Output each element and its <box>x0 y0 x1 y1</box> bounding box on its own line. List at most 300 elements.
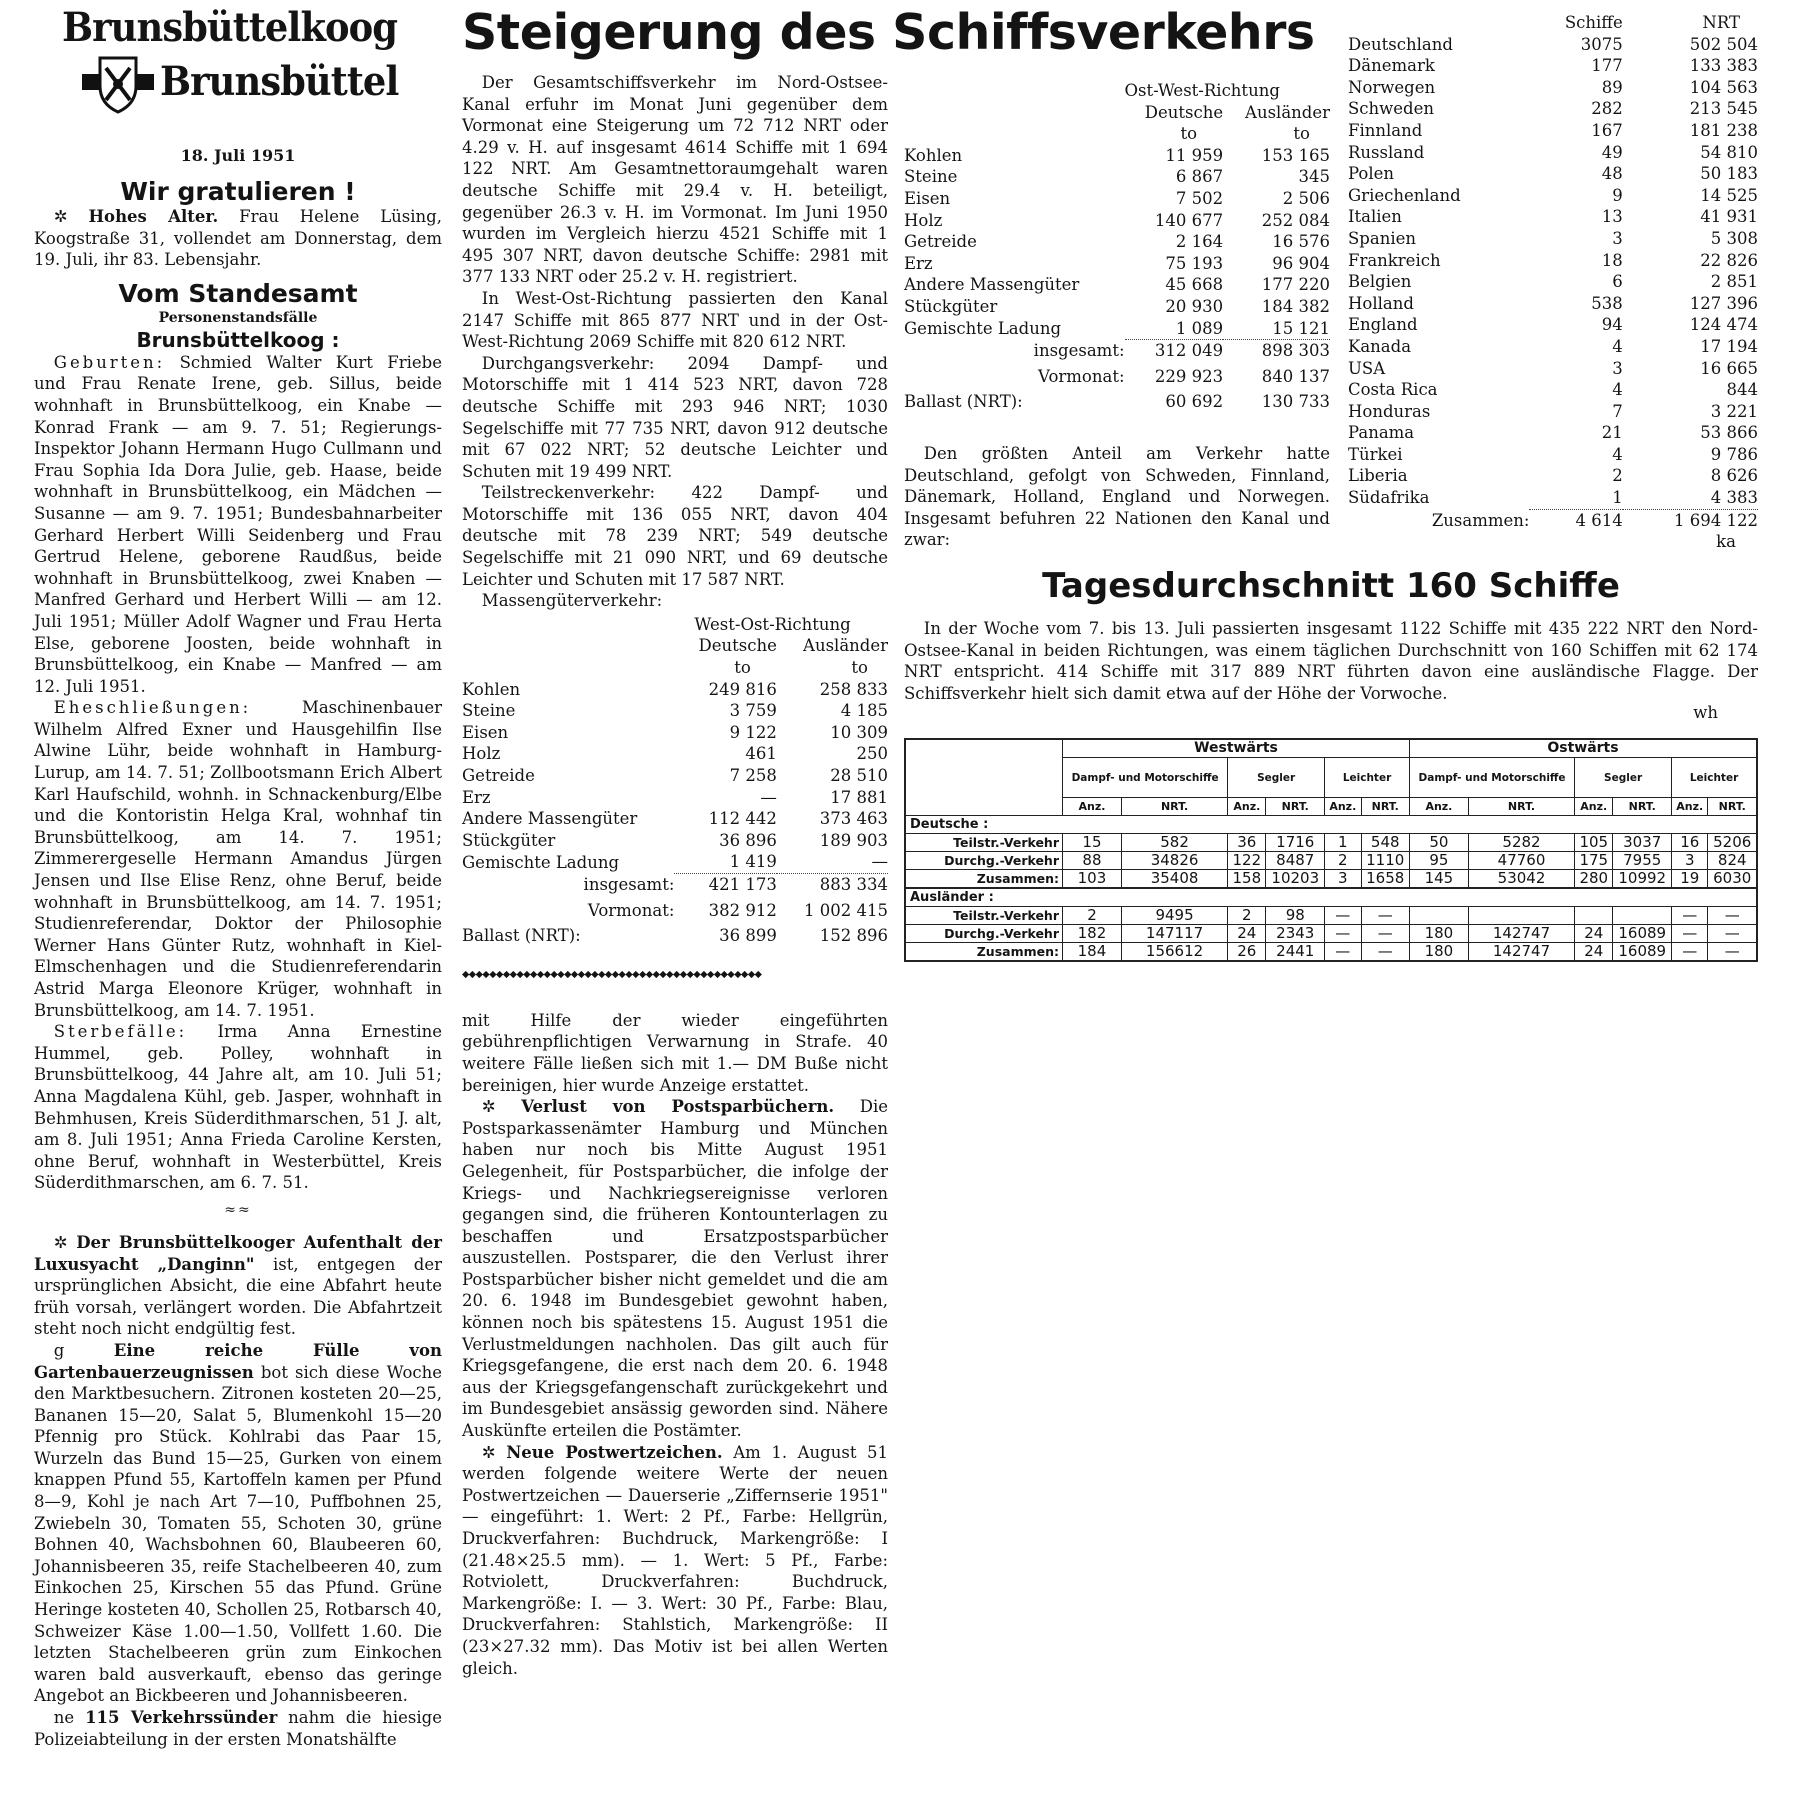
grid-cell: — <box>1672 943 1708 962</box>
grid-cell: 36 <box>1228 834 1266 852</box>
grid-label: Teilstr.-Verkehr <box>905 834 1063 852</box>
wo-label: Kohlen <box>462 679 521 699</box>
wo-value: 7 258 <box>729 766 777 785</box>
text-postwert: Am 1. August 51 werden folgende weitere Werte der neuen Postwertzeichen — Dauerserie „Ziffernserie 1951" — eingeführt: 1. Wert: 2 Pf., Farbe: Hellgrün, Druckverfahren: Buchdruck, Markengröße: I (21.48×25.5 mm). — 1. Wert: 5 Pf., Farbe: Rotviolett, Druckverfahren: Buchdruck, Markengröße: I. — 3. Wert: 30 Pf., Farbe: Blau, Druckverfahren: Stahlstich, Markengröße: II (23×27.32 mm). Das Motiv ist bei allen Werten gleich. <box>462 1442 888 1678</box>
ost-west-block <box>904 80 1330 551</box>
wo-prev-de: 382 912 <box>708 900 777 920</box>
wo-prev-label: Vormonat: <box>587 900 675 920</box>
nation-value: 2 <box>1612 466 1623 486</box>
grid-cell: 1110 <box>1361 852 1409 870</box>
grid-cell: 7955 <box>1613 852 1672 870</box>
grid-cell: 582 <box>1121 834 1227 852</box>
masthead-line1: Brunsbüttelkoog <box>62 4 398 51</box>
ow-ballast-aus: 130 733 <box>1261 392 1330 412</box>
ow-prev-label: Vormonat: <box>1038 366 1125 386</box>
nation-value: 213 545 <box>1689 99 1758 119</box>
wo-label: Erz <box>462 787 491 807</box>
wo-value: 28 510 <box>830 766 888 785</box>
main-headline: Steigerung des Schiffsverkehrs <box>462 4 1315 61</box>
ow-row <box>904 166 1330 188</box>
grid-cell: 105 <box>1575 834 1613 852</box>
text-sterbe: Irma Anna Ernestine Hummel, geb. Polley, wohnhaft in Brunsbüttelkoog, 44 Jahre alt, am 10. Juli 51; Anna Magdalena Kühl, geb. Jasper, wohnhaft in Behmhusen, Kreis Süderdithmarschen, 51 J. alt, am 8. Juli 1951; Anna Frieda Caroline Kersten, ohne Beruf, wohnhaft in Westerbüttel, Kreis Süderdithmarschen, am 6. 7. 51. <box>34 1022 442 1193</box>
nation-value: 3075 <box>1580 34 1623 54</box>
grid-o-leichter: Leichter <box>1672 758 1757 798</box>
wo-unit2: to <box>851 658 868 678</box>
grid-cell: 180 <box>1409 943 1468 962</box>
grid-corner <box>905 739 1063 816</box>
article-sterbe <box>34 1021 442 1194</box>
ow-value: 15 121 <box>1272 318 1330 338</box>
nation-label: Finnland <box>1348 120 1423 140</box>
wo-value: 112 442 <box>708 809 777 829</box>
ow-label: Erz <box>904 253 933 273</box>
wo-row <box>462 787 888 809</box>
ow-label: Stückgüter <box>904 296 998 316</box>
grid-cell: 158 <box>1228 870 1266 889</box>
wo-title: West-Ost-Richtung <box>694 614 851 634</box>
nation-row <box>1348 379 1758 401</box>
nation-row <box>1348 465 1758 487</box>
grid-cell: 26 <box>1228 943 1266 962</box>
wo-value: 258 833 <box>819 679 888 699</box>
wo-ballast-aus: 152 896 <box>819 926 888 946</box>
grid-cell: 3 <box>1672 852 1708 870</box>
author-sign-ka: ka <box>1716 532 1736 552</box>
ow-total-aus: 898 303 <box>1261 341 1330 361</box>
grid-cell: 3 <box>1325 870 1361 889</box>
grid-cell: 24 <box>1575 943 1613 962</box>
nation-row <box>1348 271 1758 293</box>
grid-sec-deutsche: Deutsche : <box>905 816 1757 834</box>
nation-label: Costa Rica <box>1348 380 1438 400</box>
ow-col2: Ausländer <box>1245 102 1330 122</box>
nation-value: 6 <box>1612 272 1623 292</box>
grid-cell: 88 <box>1063 852 1122 870</box>
wo-value: 17 881 <box>830 787 888 807</box>
grid-w-leichter: Leichter <box>1325 758 1410 798</box>
grid-head-anz: Anz. <box>1409 798 1468 816</box>
subheading-place: Brunsbüttelkoog : <box>136 327 340 352</box>
wo-label: Getreide <box>462 766 535 785</box>
grid-cell: 2 <box>1325 852 1361 870</box>
para-richtung: In West-Ost-Richtung passierten den Kanal 2147 Schiffe mit 865 877 NRT und in der Ost-West-Richtung 2069 Schiffe mit 820 612 NRT. <box>462 288 888 352</box>
grid-sec-auslaender: Ausländer : <box>905 888 1757 907</box>
nation-row <box>1348 55 1758 77</box>
ow-title: Ost-West-Richtung <box>1124 81 1280 100</box>
nation-value: 3 221 <box>1710 401 1758 421</box>
wo-row <box>462 700 888 722</box>
text-hohes-alter: Frau Helene Lüsing, Koogstraße 31, vollendet am Donnerstag, dem 19. Juli, ihr 83. Lebensjahr. <box>34 207 442 270</box>
wo-value: 250 <box>856 744 888 764</box>
nation-label: Spanien <box>1348 228 1416 248</box>
ow-rows <box>904 145 1330 340</box>
ow-label: Gemischte Ladung <box>904 318 1062 338</box>
nation-row <box>1348 336 1758 358</box>
lead-hohes-alter: Hohes Alter. <box>88 207 219 226</box>
lead-postspar: Verlust von Postsparbüchern. <box>521 1097 835 1117</box>
grid-label: Teilstr.-Verkehr <box>905 907 1063 925</box>
lead-postwert: Neue Postwertzeichen. <box>506 1442 723 1462</box>
nation-value: 50 183 <box>1700 164 1758 184</box>
coat-of-arms-icon <box>82 56 154 114</box>
grid-cell: 5282 <box>1468 834 1574 852</box>
nation-value: 4 <box>1612 444 1623 464</box>
nation-row <box>1348 422 1758 444</box>
article-verkehr <box>34 1707 442 1750</box>
ow-value: 7 502 <box>1175 188 1224 208</box>
wo-value: 9 122 <box>729 722 777 742</box>
grid-head-nrt: NRT. <box>1121 798 1227 816</box>
para-anteil: Den größten Anteil am Verkehr hatte Deutschland, gefolgt von Schweden, Finnland, Dänemark, Holland, England und Norwegen. Insgesamt befuhren 22 Nationen den Kanal und zwar: <box>904 443 1330 550</box>
ow-total-label: insgesamt: <box>1033 341 1125 361</box>
ow-row <box>904 210 1330 232</box>
wo-total-aus: 883 334 <box>819 874 888 894</box>
para-durchgang: Durchgangsverkehr: 2094 Dampf- und Motorschiffe mit 1 414 523 NRT, davon 728 deutsche Schiffe mit 293 946 NRT; 1030 Segelschiffe mit 77 735 NRT, davon 912 deutsche mit 67 022 NRT; 52 deutsche Leichter und Schuten mit 19 499 NRT. <box>462 353 888 481</box>
nation-row <box>1348 250 1758 272</box>
nation-value: 5 308 <box>1710 228 1758 248</box>
article-yacht: ✲ Der Brunsbüttelkooger Aufenthalt der Luxusyacht „Danginn" ist, entgegen der ursprünglichen Absicht, die eine Abfahrt heute früh vorsah, verlängert worden. Die Abfahrtzeit steht noch nicht endgültig fest. <box>34 1232 442 1339</box>
grid-head-anz: Anz. <box>1325 798 1361 816</box>
grid-cell: 34826 <box>1121 852 1227 870</box>
wo-total-label: insgesamt: <box>583 874 675 894</box>
ow-value: 96 904 <box>1272 253 1330 273</box>
nation-row <box>1348 293 1758 315</box>
nations-block <box>1348 12 1758 553</box>
grid-o-dampf: Dampf- und Motorschiffe <box>1409 758 1574 798</box>
grid-cell: 142747 <box>1468 943 1574 962</box>
grid-cell: 53042 <box>1468 870 1574 889</box>
wo-total-de: 421 173 <box>708 874 777 894</box>
grid-cell: 16089 <box>1613 925 1672 943</box>
nation-value: 94 <box>1601 315 1623 335</box>
nation-value: 54 810 <box>1700 142 1758 162</box>
ow-label: Holz <box>904 210 943 230</box>
table-west-ost <box>462 614 888 947</box>
wo-col1: Deutsche <box>698 636 777 656</box>
wo-row <box>462 679 888 701</box>
nation-label: USA <box>1348 358 1386 378</box>
article-postwert: ✲ Neue Postwertzeichen. Am 1. August 51 werden folgende weitere Werte der neuen Postwertzeichen — Dauerserie „Ziffernserie 1951" — eingeführt: 1. Wert: 2 Pf., Farbe: Hellgrün, Druckverfahren: Buchdruck, Markengröße: I (21.48×25.5 mm). — 1. Wert: 5 Pf., Farbe: Rotviolett, Druckverfahren: Buchdruck, Markengröße: I. — 3. Wert: 30 Pf., Farbe: Blau, Druckverfahren: Stahlstich, Markengröße: II (23×27.32 mm). Das Motiv ist bei allen Werten gleich. <box>462 1442 888 1678</box>
grid-label: Durchg.-Verkehr <box>905 852 1063 870</box>
nation-row <box>1348 163 1758 185</box>
grid-cell: 98 <box>1266 907 1325 925</box>
nation-label: Türkei <box>1348 444 1403 464</box>
wo-row <box>462 722 888 744</box>
wo-rows <box>462 679 888 874</box>
grid-cell: 824 <box>1708 852 1757 870</box>
nations-total-label: Zusammen: <box>1431 510 1530 530</box>
nation-value: 4 <box>1612 336 1623 356</box>
text-verkehr: nahm die hiesige Polizeiabteilung in der ersten Monatshälfte <box>34 1708 442 1749</box>
table-ost-west <box>904 80 1330 413</box>
para-teilstrecke: Teilstreckenverkehr: 422 Dampf- und Motorschiffe mit 136 055 NRT, davon 404 deutsche mit 78 239 NRT; 549 deutsche Segelschiffe mit 21 090 NRT, und 69 deutsche Leichter und Schuten mit 17 587 NRT. <box>462 483 888 589</box>
grid-label: Zusammen: <box>905 870 1063 889</box>
grid-head-anz: Anz. <box>1575 798 1613 816</box>
nation-value: 104 563 <box>1689 77 1758 97</box>
ow-value: 345 <box>1298 167 1330 187</box>
grid-cell: 156612 <box>1121 943 1227 962</box>
nation-label: Panama <box>1348 423 1415 443</box>
ow-value: 2 506 <box>1282 188 1330 208</box>
grid-cell: 2343 <box>1266 925 1325 943</box>
article-ehe <box>34 697 442 1021</box>
nation-label: Schweden <box>1348 99 1435 119</box>
nation-value: 13 <box>1601 207 1623 227</box>
grid-cell: — <box>1672 907 1708 925</box>
para-gesamtverkehr: Der Gesamtschiffsverkehr im Nord-Ostsee-Kanal erfuhr im Monat Juni gegenüber dem Vormonat eine Steigerung um 72 712 NRT oder 4.29 v. H. auf insgesamt 4614 Schiffe mit 1 694 122 NRT. Am Gesamtnettoraumgehalt waren deutsche Schiffe mit 29.4 v. H. beteiligt, gegenüber 26.3 v. H. im Vormonat. Im Juni 1950 wurden im Vergleich hierzu 4521 Schiffe mit 1 495 307 NRT, davon deutsche Schiffe: 2981 mit 377 133 NRT oder 25.2 v. H. registriert. <box>462 73 888 287</box>
masthead-line2: Brunsbüttel <box>160 58 399 105</box>
grid-cell: 142747 <box>1468 925 1574 943</box>
grid-cell: — <box>1708 907 1757 925</box>
ow-value: 252 084 <box>1261 210 1330 230</box>
grid-cell: 10203 <box>1266 870 1325 889</box>
grid-cell: 95 <box>1409 852 1468 870</box>
nation-value: 133 383 <box>1689 56 1758 76</box>
grid-cell: — <box>1361 943 1409 962</box>
nation-value: 2 851 <box>1710 272 1758 292</box>
nation-value: 89 <box>1601 77 1623 97</box>
wo-value: 3 759 <box>729 701 777 721</box>
grid-cell: — <box>1325 925 1361 943</box>
nation-value: 538 <box>1591 293 1623 313</box>
wo-label: Stückgüter <box>462 830 556 850</box>
ow-value: 184 382 <box>1261 296 1330 316</box>
nation-value: 4 <box>1612 380 1623 400</box>
wo-row <box>462 830 888 852</box>
grid-head-nrt: NRT. <box>1613 798 1672 816</box>
wo-prev-aus: 1 002 415 <box>804 900 888 920</box>
text-ehe: Maschinenbauer Wilhelm Alfred Exner und Hausgehilfin Ilse Alwine Lühr, beide wohnhaft in Hamburg-Lurup, am 14. 7. 51; Zollbootsmann Erich Albert Karl Haufschild, wohnh. in Schnackenburg/Elbe und die Kontoristin Helga Kral, wohnhaf tin Brunsbüttelkoog, am 14. 7. 1951; Zimmerergeselle Hermann Amandus Jürgen Jensen und Ilse Elise Renz, ohne Beruf, beide wohnhaft in Brunsbüttelkoog, am 14. 7. 1951; Studienreferendar, Doktor der Philosophie Werner Hans Günter Rutz, wohnhaft in Kiel-Elmschenhagen und die Studienreferendarin Astrid Marga Eleonore Krüger, wohnhaft in Brunsbüttelkoog, am 14. 7. 1951. <box>34 698 442 1020</box>
para-verwarnung: mit Hilfe der wieder eingeführten gebührenpflichtigen Verwarnung in Strafe. 40 weitere Fälle ließen sich mit 1.— DM Buße nicht bereinigen, hier wurde Anzeige erstattet. <box>462 1010 888 1095</box>
wo-label: Holz <box>462 744 501 764</box>
wo-unit1: to <box>734 658 751 678</box>
nation-row <box>1348 98 1758 120</box>
wo-label: Gemischte Ladung <box>462 852 620 872</box>
grid-row-d-teil <box>905 834 1757 852</box>
nations-rows <box>1348 34 1758 510</box>
grid-cell: 1658 <box>1361 870 1409 889</box>
wo-row <box>462 765 888 787</box>
nations-total-ships: 4 614 <box>1575 510 1623 530</box>
text-geburten: Schmied Walter Kurt Friebe und Frau Renate Irene, geb. Sillus, beide wohnhaft in Brunsbüttelkoog, ein Knabe — Konrad Frank — am 9. 7. 51; Regierungs-Inspektor Johann Hermann Hugo Cullmann und Frau Sophia Ida Dora Julie, geb. Haase, beide wohnhaft in Brunsbüttelkoog, ein Mädchen — Susanne — am 9. 7. 1951; Bundesbahnarbeiter Gerhard Herbert Willi Seidenberg und Frau Gertrud Helene, geborene Raudßus, beide wohnhaft in Brunsbüttelkoog, zwei Knaben — Manfred Gerhard und Herbert Willi — am 12. Juli 1951; Müller Adolf Wagner und Frau Herta Else, geborene Joosten, beide wohnhaft in Brunsbüttelkoog, ein Knabe — Manfred — am 12. Juli 1951. <box>34 352 442 696</box>
label-sterbe: Sterbefälle: <box>53 1022 188 1042</box>
article-postspar: ✲ Verlust von Postsparbüchern. Die Postsparkassenämter Hamburg und München haben nur noch bis Mitte August 1951 Gelegenheit, für Postsparbücher, die infolge der Kriegs- und Nachkriegsereignisse verloren gegangen sind, die früheren Kontounterlagen zu beschaffen und Ersatzpostsparbücher auszustellen. Postsparer, die den Verlust ihrer Postsparbücher bisher nicht gemeldet und die am 20. 6. 1948 im Bundesgebiet gewohnt haben, können noch bis spätestens 15. August 1951 die Verlustmeldungen nachholen. Das gilt auch für Kriegsgefangene, die erst nach dem 20. 6. 1948 aus der Kriegsgefangenschaft zurückgekehrt und im Bundesgebiet ansässig geworden sind. Nähere Auskünfte erteilen die Postämter. <box>462 1097 888 1441</box>
grid-cell: 175 <box>1575 852 1613 870</box>
nation-row <box>1348 314 1758 336</box>
wo-value: 249 816 <box>708 679 777 699</box>
grid-cell: 6030 <box>1708 870 1757 889</box>
nation-value: 49 <box>1601 142 1623 162</box>
grid-row-a-teil <box>905 907 1757 925</box>
grid-cell: 3037 <box>1613 834 1672 852</box>
wo-value: 4 185 <box>840 701 888 721</box>
nation-label: Liberia <box>1348 466 1408 486</box>
ow-row <box>904 188 1330 210</box>
grid-cell <box>1409 907 1468 925</box>
nation-label: Dänemark <box>1348 56 1435 76</box>
ow-value: 153 165 <box>1261 145 1330 165</box>
grid-cell: 548 <box>1361 834 1409 852</box>
ow-ballast-de: 60 692 <box>1165 392 1224 412</box>
ow-label: Andere Massengüter <box>904 275 1080 295</box>
nation-label: Norwegen <box>1348 77 1436 97</box>
ow-ballast-label: Ballast (NRT): <box>904 392 1023 412</box>
prefix-verkehr: ne <box>53 1708 75 1727</box>
grid-head-anz: Anz. <box>1672 798 1708 816</box>
nation-value: 4 383 <box>1710 488 1758 508</box>
subheading-personen: Personenstandsfälle <box>158 309 318 326</box>
text-postspar: Die Postsparkassenämter Hamburg und München haben nur noch bis Mitte August 1951 Gelegenheit, für Postsparbücher, die infolge der Kriegs- und Nachkriegsereignisse verloren gegangen sind, die früheren Kontounterlagen zu beschaffen und Ersatzpostsparbücher auszustellen. Postsparer, die den Verlust ihrer Postsparbücher bisher nicht gemeldet und die am 20. 6. 1948 im Bundesgebiet gewohnt haben, können noch bis spätestens 15. August 1951 die Verlustmeldungen nachholen. Das gilt auch für Kriegsgefangene, die erst nach dem 20. 6. 1948 aus der Kriegsgefangenschaft zurückgekehrt und im Bundesgebiet ansässig geworden sind. Nähere Auskünfte erteilen die Postämter. <box>462 1097 888 1441</box>
grid-cell: 182 <box>1063 925 1122 943</box>
grid-o-segler: Segler <box>1575 758 1672 798</box>
middle-column <box>462 72 888 1679</box>
nation-value: 282 <box>1591 99 1623 119</box>
nation-label: Russland <box>1348 142 1425 162</box>
grid-cell: 15 <box>1063 834 1122 852</box>
nation-label: Holland <box>1348 293 1414 313</box>
grid-cell: — <box>1361 907 1409 925</box>
nation-value: 1 <box>1612 488 1623 508</box>
grid-cell: 2 <box>1228 907 1266 925</box>
nation-value: 3 <box>1612 358 1623 378</box>
grid-cell: 24 <box>1575 925 1613 943</box>
nation-row <box>1348 401 1758 423</box>
separator: ≈≈ <box>224 1201 252 1218</box>
ow-row <box>904 253 1330 275</box>
ow-label: Getreide <box>904 232 977 252</box>
grid-cell <box>1468 907 1574 925</box>
nation-row <box>1348 358 1758 380</box>
grid-cell: 184 <box>1063 943 1122 962</box>
wo-col2: Ausländer <box>803 636 888 656</box>
nation-label: Südafrika <box>1348 488 1430 508</box>
grid-head-nrt: NRT. <box>1468 798 1574 816</box>
nation-label: Griechenland <box>1348 185 1461 205</box>
nation-label: Frankreich <box>1348 250 1441 270</box>
nation-value: 502 504 <box>1689 34 1758 54</box>
wo-value: 189 903 <box>819 830 888 850</box>
ornament-divider: ◆◆◆◆◆◆◆◆◆◆◆◆◆◆◆◆◆◆◆◆◆◆◆◆◆◆◆◆◆◆◆◆◆◆◆◆◆◆◆◆◆◆◆◆ <box>462 968 762 980</box>
ow-row <box>904 231 1330 253</box>
mass-title: Massengüterverkehr: <box>481 591 663 611</box>
heading-gratulieren: Wir gratulieren ! <box>120 177 356 206</box>
grid-cell: 35408 <box>1121 870 1227 889</box>
nation-value: 53 866 <box>1700 423 1758 443</box>
ow-unit2: to <box>1293 124 1310 144</box>
ow-row <box>904 274 1330 296</box>
nation-value: 844 <box>1726 380 1758 400</box>
ow-value: 11 959 <box>1165 145 1224 165</box>
nation-value: 9 <box>1612 185 1623 205</box>
lead-verkehr: 115 Verkehrssünder <box>85 1708 278 1727</box>
nation-label: Kanada <box>1348 336 1412 356</box>
grid-row-a-zus <box>905 943 1757 962</box>
wo-value: — <box>871 852 888 872</box>
grid-head-nrt: NRT. <box>1266 798 1325 816</box>
grid-label: Durchg.-Verkehr <box>905 925 1063 943</box>
grid-cell: 5206 <box>1708 834 1757 852</box>
wo-row <box>462 808 888 830</box>
wo-value: 461 <box>745 744 777 764</box>
wo-value: 36 896 <box>719 830 777 850</box>
grid-head-anz: Anz. <box>1063 798 1122 816</box>
nation-value: 18 <box>1601 250 1623 270</box>
nations-col1: Schiffe <box>1564 13 1623 32</box>
grid-w-dampf: Dampf- und Motorschiffe <box>1063 758 1228 798</box>
nation-value: 177 <box>1591 56 1623 76</box>
ow-value: 6 867 <box>1175 167 1224 187</box>
nation-value: 17 194 <box>1700 336 1758 356</box>
left-column <box>34 0 442 1750</box>
nation-row <box>1348 487 1758 509</box>
nation-row <box>1348 185 1758 207</box>
article-geburten <box>34 352 442 698</box>
ow-prev-aus: 840 137 <box>1261 366 1330 386</box>
nation-value: 3 <box>1612 228 1623 248</box>
nation-row <box>1348 444 1758 466</box>
nation-value: 48 <box>1601 164 1623 184</box>
ow-value: 45 668 <box>1165 275 1224 295</box>
ow-value: 1 089 <box>1175 318 1224 338</box>
grid-head-nrt: NRT. <box>1708 798 1757 816</box>
wo-value: 373 463 <box>819 809 888 829</box>
grid-cell: 103 <box>1063 870 1122 889</box>
grid-cell <box>1613 907 1672 925</box>
prefix-garten: g <box>53 1340 65 1360</box>
nation-row <box>1348 142 1758 164</box>
nation-label: Italien <box>1348 207 1402 227</box>
nation-value: 167 <box>1591 120 1623 140</box>
nation-label: Honduras <box>1348 401 1431 421</box>
ow-label: Steine <box>904 167 958 187</box>
text-yacht: ist, entgegen der ursprünglichen Absicht, die eine Abfahrt heute früh vorsah, verlängert worden. Die Abfahrtzeit steht noch nicht endgültig fest. <box>34 1254 442 1339</box>
wo-value: 10 309 <box>830 722 888 742</box>
nation-value: 181 238 <box>1689 120 1758 140</box>
masthead <box>34 0 442 118</box>
ow-value: 2 164 <box>1175 232 1224 252</box>
grid-cell: — <box>1708 925 1757 943</box>
ow-label: Eisen <box>904 188 951 208</box>
grid-head-anz: Anz. <box>1228 798 1266 816</box>
wo-value: — <box>760 787 777 807</box>
lead-yacht: Der Brunsbüttelkooger Aufenthalt der Luxusyacht „Danginn" <box>34 1232 442 1274</box>
nation-value: 7 <box>1612 401 1623 421</box>
heading-standesamt: Vom Standesamt <box>118 278 358 308</box>
weekly-traffic-table <box>904 738 1758 962</box>
author-sign-wh: wh <box>1693 703 1718 723</box>
nation-value: 9 786 <box>1710 444 1758 464</box>
grid-cell: 8487 <box>1266 852 1325 870</box>
wo-label: Steine <box>462 701 516 721</box>
grid-cell: 280 <box>1575 870 1613 889</box>
nation-label: Polen <box>1348 164 1395 184</box>
nation-value: 124 474 <box>1689 315 1758 335</box>
article-hohes-alter: ✲ Hohes Alter. Frau Helene Lüsing, Koogstraße 31, vollendet am Donnerstag, dem 19. Juli, ihr 83. Lebensjahr. <box>34 207 442 270</box>
grid-row-d-durch <box>905 852 1757 870</box>
grid-cell: 145 <box>1409 870 1468 889</box>
nation-value: 16 665 <box>1700 358 1758 378</box>
wo-value: 1 419 <box>729 852 777 872</box>
ow-unit1: to <box>1180 124 1198 144</box>
wo-row <box>462 851 888 873</box>
grid-head-ostwaerts: Ostwärts <box>1409 739 1757 758</box>
nation-row <box>1348 120 1758 142</box>
ow-value: 16 576 <box>1272 232 1330 252</box>
nation-value: 8 626 <box>1710 466 1758 486</box>
heading-tagesdurchschnitt: Tagesdurchschnitt 160 Schiffe <box>1042 566 1620 606</box>
grid-head-nrt: NRT. <box>1361 798 1409 816</box>
grid-head-westwaerts: Westwärts <box>1063 739 1410 758</box>
